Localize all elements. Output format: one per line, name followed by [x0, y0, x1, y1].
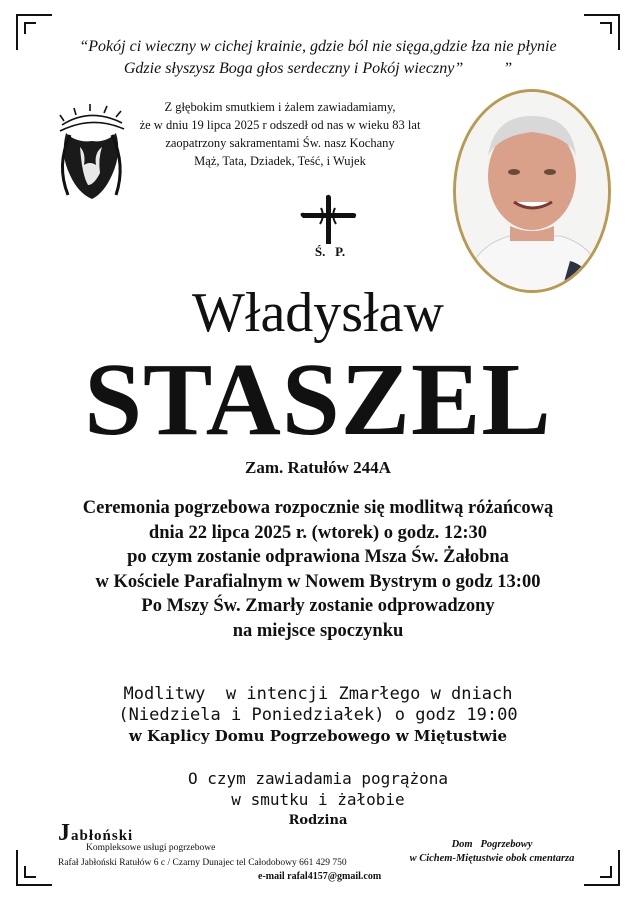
- logo-rest: abłoński: [71, 828, 134, 844]
- deceased-portrait: [450, 86, 614, 296]
- ceremony-line-3: po czym zostanie odprawiona Msza Św. Żałobna: [127, 547, 509, 567]
- deceased-address: Zam. Ratułów 244A: [245, 458, 391, 477]
- funeral-service-address: Rafał Jabłoński Ratułów 6 c / Czarny Dunajec tel Całodobowy 661 429 750: [58, 858, 347, 868]
- closing-notice: [120, 768, 516, 831]
- opening-quote: [40, 36, 596, 80]
- funeral-home-line-2: w Cichem-Miętustwie obok cmentarza: [409, 853, 575, 864]
- funeral-home-info: [392, 838, 592, 866]
- intro-line-4: Mąż, Tata, Dziadek, Teść, i Wujek: [194, 154, 366, 168]
- prayer-details: [30, 684, 606, 747]
- intro-line-1: Z głębokim smutkiem i żalem zawiadamiamy,: [164, 100, 396, 114]
- prayers-line-2: (Niedziela i Poniedziałek) o godz 19:00: [118, 705, 518, 725]
- funeral-service-email: e-mail rafal4157@gmail.com: [258, 871, 382, 882]
- intro-line-2: że w dniu 19 lipca 2025 r odszedł od nas w wieku 83 lat: [139, 118, 421, 132]
- intro-line-3: zaopatrzony sakramentami Św. nasz Kochany: [165, 136, 395, 150]
- logo-tagline: Kompleksowe usługi pogrzebowe: [86, 843, 216, 853]
- deceased-last-name: STASZEL: [84, 342, 552, 457]
- jesus-crown-of-thorns-icon: [50, 95, 132, 205]
- funeral-home-line-1: Dom Pogrzebowy: [451, 839, 533, 850]
- closing-line-1: O czym zawiadamia pogrążona: [187, 769, 449, 788]
- closing-line-2: w smutku i żałobie: [231, 790, 405, 809]
- ceremony-line-2: dnia 22 lipca 2025 r. (wtorek) o godz. 12:30: [148, 522, 488, 543]
- sp-label: Ś. P.: [314, 244, 346, 259]
- ceremony-line-1: Ceremonia pogrzebowa rozpocznie się modlitwą różańcową: [82, 498, 554, 518]
- quote-line-2: Gdzie słyszysz Boga głos serdeczny i Pokój wieczny” ”: [123, 60, 513, 77]
- ceremony-line-4: w Kościele Parafialnym w Nowem Bystrym o godz 13:00: [95, 571, 541, 592]
- ceremony-line-6: na miejsce spoczynku: [232, 620, 404, 641]
- prayers-line-3: w Kaplicy Domu Pogrzebowego w Miętustwie: [128, 727, 508, 745]
- deceased-first-name: Władysław: [192, 282, 444, 344]
- ceremony-line-5: Po Mszy Św. Zmarły zostanie odprowadzony: [141, 596, 495, 616]
- frame-corner-bottom-left: [16, 850, 52, 886]
- quote-line-1: “Pokój ci wieczny w cichej krainie, gdzie ból nie sięga,gdzie łza nie płynie: [79, 38, 557, 55]
- logo-initial: J: [58, 820, 71, 846]
- closing-signature: Rodzina: [288, 813, 348, 828]
- ceremony-details: [40, 496, 596, 643]
- prayers-line-1: Modlitwy w intencji Zmarłego w dniach: [123, 684, 513, 704]
- announcement-intro: [130, 98, 430, 170]
